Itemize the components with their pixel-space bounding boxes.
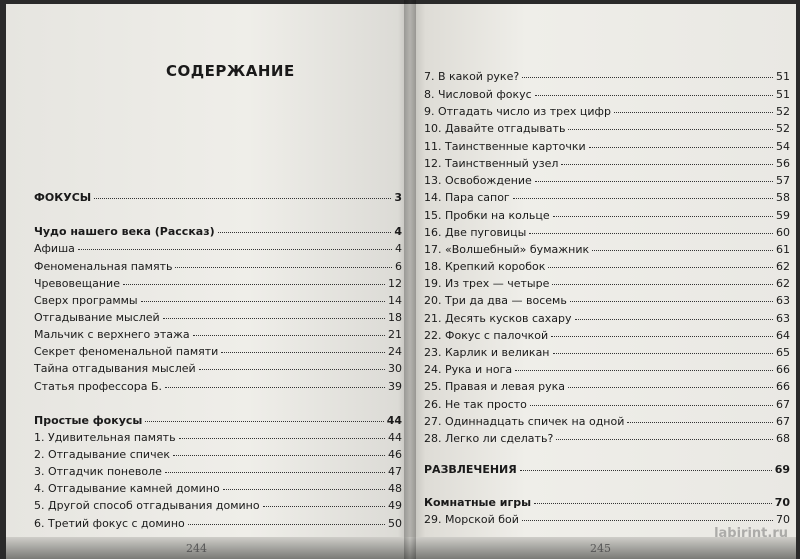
toc-entry-page: 63 — [776, 312, 790, 325]
toc-dot-leader — [199, 369, 385, 370]
toc-entry-title: Комнатные игры — [424, 496, 532, 509]
toc-dot-leader — [548, 267, 773, 268]
toc-entry-title: Афиша — [34, 242, 75, 255]
toc-entry-title: 1. Удивительная память — [34, 431, 176, 444]
toc-entry-page: 47 — [388, 465, 402, 478]
toc-entry-page: 30 — [388, 362, 402, 375]
toc-entry-page: 57 — [776, 174, 790, 187]
toc-dot-leader — [535, 95, 773, 96]
toc-entry — [424, 157, 790, 170]
toc-entry — [34, 294, 402, 307]
right-page-number: 245 — [590, 542, 611, 555]
toc-entry-page: 56 — [776, 157, 790, 170]
toc-dot-leader — [78, 249, 392, 250]
toc-entry-title: 27. Одиннадцать спичек на одной — [424, 415, 625, 428]
toc-entry-title: 8. Числовой фокус — [424, 88, 532, 101]
toc-entry-page: 18 — [388, 311, 402, 324]
left-page — [6, 4, 410, 559]
toc-entry — [424, 513, 790, 526]
toc-entry — [424, 226, 790, 239]
toc-entry-title: 6. Третий фокус с домино — [34, 517, 185, 530]
toc-entry-page: 24 — [388, 345, 402, 358]
toc-dot-leader — [570, 301, 773, 302]
toc-entry-page: 52 — [776, 122, 790, 135]
toc-entry-page: 51 — [776, 70, 790, 83]
toc-entry-page: 58 — [776, 191, 790, 204]
toc-entry-title: 25. Правая и левая рука — [424, 380, 565, 393]
book-gutter — [404, 0, 416, 559]
toc-entry-title: 9. Отгадать число из трех цифр — [424, 105, 611, 118]
toc-entry-title: 2. Отгадывание спичек — [34, 448, 170, 461]
toc-entry-page: 12 — [388, 277, 402, 290]
toc-entry-page: 67 — [776, 415, 790, 428]
toc-dot-leader — [530, 405, 773, 406]
toc-entry — [34, 362, 402, 375]
toc-entry-page: 62 — [776, 260, 790, 273]
toc-entry-title: 16. Две пуговицы — [424, 226, 527, 239]
toc-entry-title: 5. Другой способ отгадывания домино — [34, 499, 260, 512]
toc-entry — [424, 122, 790, 135]
toc-entry — [34, 260, 402, 273]
toc-entry — [34, 328, 402, 341]
toc-entry-title: 20. Три да два — восемь — [424, 294, 567, 307]
toc-entry-title: Мальчик с верхнего этажа — [34, 328, 190, 341]
toc-entry — [424, 191, 790, 204]
toc-entry-page: 61 — [776, 243, 790, 256]
toc-dot-leader — [534, 503, 772, 504]
toc-dot-leader — [193, 335, 385, 336]
toc-entry-title: 21. Десять кусков сахару — [424, 312, 572, 325]
toc-dot-leader — [221, 352, 385, 353]
toc-dot-leader — [592, 250, 773, 251]
toc-dot-leader — [515, 370, 773, 371]
toc-entry-title: 29. Морской бой — [424, 513, 519, 526]
toc-entry-page: 64 — [776, 329, 790, 342]
toc-dot-leader — [263, 506, 385, 507]
toc-entry-title: Феноменальная память — [34, 260, 173, 273]
toc-dot-leader — [94, 198, 391, 199]
toc-dot-leader — [553, 216, 773, 217]
toc-entry — [34, 499, 402, 512]
toc-entry-page: 6 — [395, 260, 402, 273]
toc-entry — [424, 432, 790, 445]
toc-entry-title: 14. Пара сапог — [424, 191, 510, 204]
toc-dot-leader — [535, 181, 773, 182]
toc-entry-page: 50 — [388, 517, 402, 530]
toc-dot-leader — [163, 318, 385, 319]
toc-entry-page: 70 — [774, 496, 790, 509]
toc-entry-title: 11. Таинственные карточки — [424, 140, 586, 153]
toc-entry-page: 14 — [388, 294, 402, 307]
toc-dot-leader — [188, 524, 385, 525]
toc-entry — [424, 260, 790, 273]
toc-entry — [424, 140, 790, 153]
toc-entry — [424, 346, 790, 359]
toc-entry — [424, 174, 790, 187]
toc-entry-page: 68 — [776, 432, 790, 445]
toc-entry-title: 12. Таинственный узел — [424, 157, 559, 170]
toc-entry-page: 69 — [774, 463, 790, 476]
toc-dot-leader — [561, 164, 773, 165]
toc-entry — [34, 431, 402, 444]
toc-entry — [424, 88, 790, 101]
toc-dot-leader — [614, 112, 773, 113]
toc-entry-title: ФОКУСЫ — [34, 191, 92, 204]
toc-entry-page: 65 — [776, 346, 790, 359]
toc-entry — [424, 463, 790, 476]
toc-entry — [424, 277, 790, 290]
toc-entry — [424, 329, 790, 342]
toc-entry-title: 19. Из трех — четыре — [424, 277, 550, 290]
toc-entry — [34, 380, 402, 393]
toc-entry — [34, 225, 402, 238]
toc-entry — [424, 209, 790, 222]
toc-entry-page: 46 — [388, 448, 402, 461]
toc-entry-title: Сверх программы — [34, 294, 138, 307]
toc-entry — [34, 345, 402, 358]
toc-entry-title: 24. Рука и нога — [424, 363, 513, 376]
toc-entry-page: 49 — [388, 499, 402, 512]
toc-dot-leader — [568, 387, 773, 388]
toc-entry-page: 44 — [386, 414, 402, 427]
toc-entry-page: 60 — [776, 226, 790, 239]
toc-entry — [424, 105, 790, 118]
toc-dot-leader — [552, 284, 773, 285]
toc-dot-leader — [175, 267, 392, 268]
toc-dot-leader — [165, 472, 385, 473]
toc-entry-title: Чудо нашего века (Рассказ) — [34, 225, 215, 238]
toc-entry-title: 13. Освобождение — [424, 174, 532, 187]
toc-entry-page: 59 — [776, 209, 790, 222]
toc-entry — [34, 242, 402, 255]
toc-entry — [34, 311, 402, 324]
toc-dot-leader — [179, 438, 385, 439]
left-page-bottom-band — [6, 537, 410, 559]
toc-entry-page: 3 — [394, 191, 402, 204]
toc-dot-leader — [589, 147, 773, 148]
toc-entry-page: 66 — [776, 380, 790, 393]
toc-entry-title: 22. Фокус с палочкой — [424, 329, 549, 342]
toc-dot-leader — [123, 284, 385, 285]
toc-dot-leader — [522, 77, 773, 78]
toc-entry-title: Отгадывание мыслей — [34, 311, 160, 324]
toc-entry-page: 51 — [776, 88, 790, 101]
toc-entry-page: 48 — [388, 482, 402, 495]
toc-dot-leader — [513, 198, 773, 199]
toc-entry-title: Секрет феноменальной памяти — [34, 345, 219, 358]
toc-entry — [34, 191, 402, 204]
toc-entry — [424, 363, 790, 376]
toc-entry — [424, 415, 790, 428]
toc-entry — [424, 496, 790, 509]
toc-entry-page: 44 — [388, 431, 402, 444]
toc-dot-leader — [141, 301, 385, 302]
watermark-logo: labirint.ru — [714, 526, 788, 541]
toc-dot-leader — [522, 520, 773, 521]
toc-dot-leader — [529, 233, 773, 234]
toc-entry-title: 7. В какой руке? — [424, 70, 520, 83]
toc-entry-page: 52 — [776, 105, 790, 118]
toc-entry-title: Чревовещание — [34, 277, 120, 290]
toc-entry-title: Статья профессора Б. — [34, 380, 162, 393]
toc-entry — [424, 380, 790, 393]
toc-entry — [34, 482, 402, 495]
toc-entry — [424, 312, 790, 325]
toc-dot-leader — [520, 470, 772, 471]
toc-entry — [424, 70, 790, 83]
toc-entry-title: 23. Карлик и великан — [424, 346, 550, 359]
toc-entry-title: Простые фокусы — [34, 414, 143, 427]
toc-dot-leader — [145, 421, 383, 422]
toc-dot-leader — [218, 232, 392, 233]
toc-dot-leader — [575, 319, 774, 320]
right-page — [410, 4, 796, 559]
toc-entry-page: 66 — [776, 363, 790, 376]
toc-entry — [424, 294, 790, 307]
toc-entry — [34, 277, 402, 290]
toc-dot-leader — [627, 422, 773, 423]
toc-entry-page: 4 — [395, 242, 402, 255]
toc-dot-leader — [173, 455, 385, 456]
toc-entry-title: Тайна отгадывания мыслей — [34, 362, 196, 375]
toc-dot-leader — [223, 489, 385, 490]
toc-entry-page: 62 — [776, 277, 790, 290]
toc-dot-leader — [551, 336, 773, 337]
toc-entry-page: 21 — [388, 328, 402, 341]
toc-entry — [34, 465, 402, 478]
toc-entry-title: 10. Давайте отгадывать — [424, 122, 566, 135]
toc-entry-page: 70 — [776, 513, 790, 526]
toc-entry — [424, 398, 790, 411]
toc-dot-leader — [553, 353, 774, 354]
toc-entry — [424, 243, 790, 256]
toc-entry-title: 17. «Волшебный» бумажник — [424, 243, 590, 256]
toc-entry-title: 15. Пробки на кольце — [424, 209, 550, 222]
page-title: СОДЕРЖАНИЕ — [166, 62, 295, 80]
toc-entry-page: 63 — [776, 294, 790, 307]
toc-entry-page: 4 — [394, 225, 402, 238]
toc-entry — [34, 414, 402, 427]
toc-entry-page: 39 — [388, 380, 402, 393]
toc-entry-title: 28. Легко ли сделать? — [424, 432, 554, 445]
toc-entry-title: 26. Не так просто — [424, 398, 527, 411]
left-page-number: 244 — [186, 542, 207, 555]
toc-dot-leader — [556, 439, 773, 440]
toc-dot-leader — [165, 387, 385, 388]
toc-entry-title: 18. Крепкий коробок — [424, 260, 546, 273]
toc-entry-title: 4. Отгадывание камней домино — [34, 482, 220, 495]
toc-entry — [34, 517, 402, 530]
toc-entry-page: 54 — [776, 140, 790, 153]
toc-entry-title: 3. Отгадчик поневоле — [34, 465, 162, 478]
toc-entry-title: РАЗВЛЕЧЕНИЯ — [424, 463, 517, 476]
toc-dot-leader — [568, 129, 773, 130]
toc-entry-page: 67 — [776, 398, 790, 411]
toc-entry — [34, 448, 402, 461]
